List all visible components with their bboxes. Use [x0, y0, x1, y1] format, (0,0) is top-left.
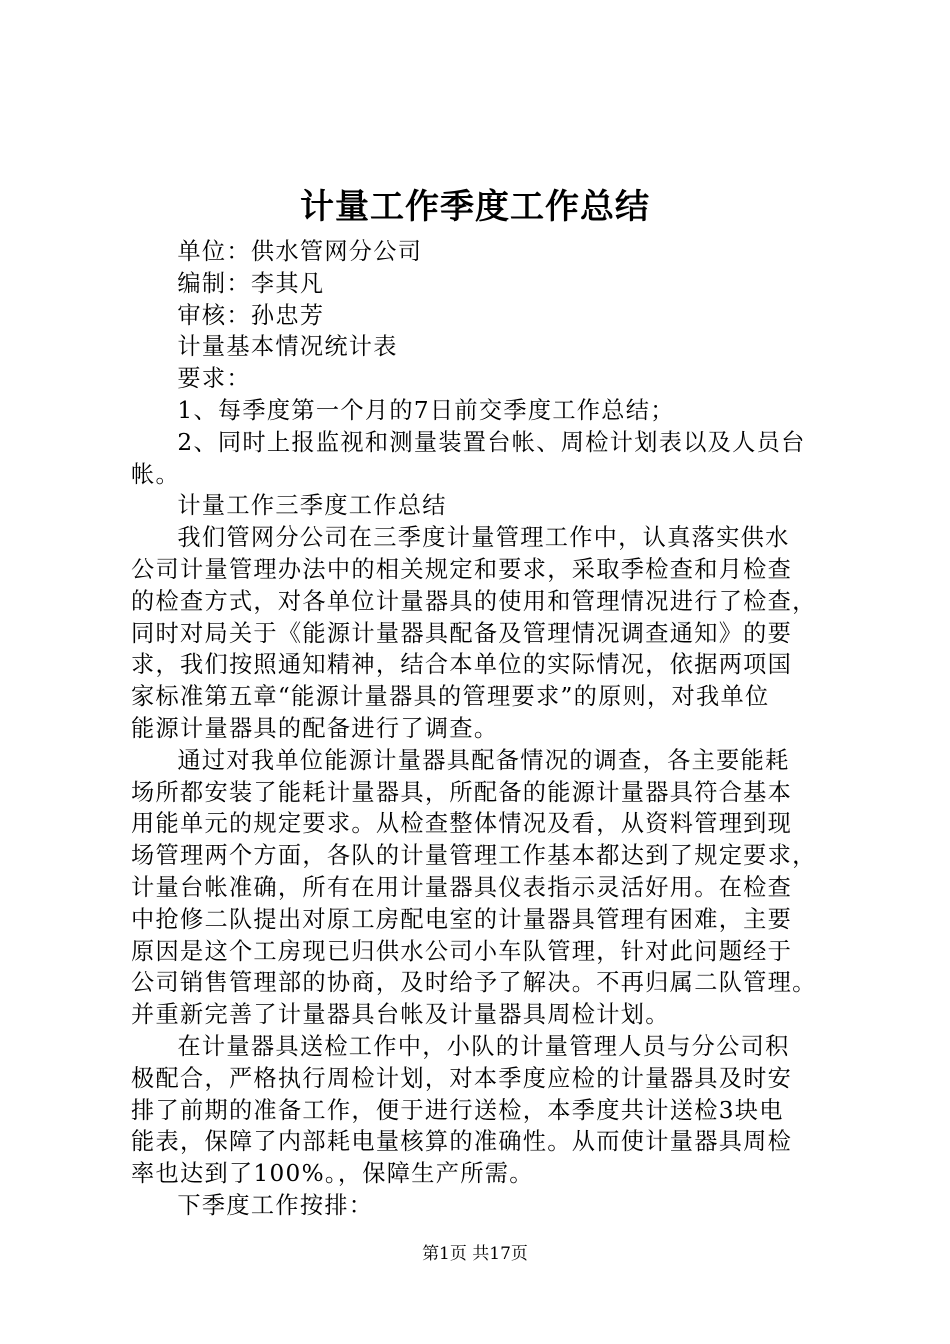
paragraph-2-line: 用能单元的规定要求。从检查整体情况及看，从资料管理到现: [131, 810, 793, 838]
requirement-2-line-2: 帐。: [131, 460, 180, 488]
paragraph-2-line: 计量台帐准确，所有在用计量器具仪表指示灵活好用。在检查: [131, 873, 793, 901]
paragraph-1-line: 我们管网分公司在三季度计量管理工作中，认真落实供水: [177, 524, 790, 552]
paragraph-1-line: 家标准第五章“能源计量器具的管理要求”的原则，对我单位: [131, 683, 770, 711]
paragraph-3-line: 在计量器具送检工作中，小队的计量管理人员与分公司积: [177, 1032, 790, 1060]
requirement-1: 1、每季度第一个月的7日前交季度工作总结；: [177, 396, 675, 424]
section-title: 计量工作三季度工作总结: [177, 492, 447, 520]
paragraph-1-line: 同时对局关于《能源计量器具配备及管理情况调查通知》的要: [131, 619, 793, 647]
paragraph-1-line: 求，我们按照通知精神，结合本单位的实际情况，依据两项国: [131, 651, 793, 679]
editor-line: 编制：李其凡: [177, 269, 325, 297]
reviewer-line: 审核：孙忠芳: [177, 301, 325, 329]
document-title: 计量工作季度工作总结: [300, 187, 650, 227]
paragraph-3-line: 率也达到了100%。，保障生产所需。: [131, 1160, 534, 1188]
paragraph-2-line: 通过对我单位能源计量器具配备情况的调查，各主要能耗: [177, 746, 790, 774]
unit-line: 单位：供水管网分公司: [177, 238, 423, 265]
paragraph-2-line: 并重新完善了计量器具台帐及计量器具周检计划。: [131, 1001, 670, 1029]
paragraph-3-line: 极配合，严格执行周检计划，对本季度应检的计量器具及时安: [131, 1064, 793, 1092]
requirement-2-line-1: 2、同时上报监视和测量装置台帐、周检计划表以及人员台: [177, 428, 806, 456]
document-body: [131, 236, 831, 1222]
paragraph-2-line: 场所都安装了能耗计量器具，所配备的能源计量器具符合基本: [131, 778, 793, 806]
paragraph-2-line: 原因是这个工房现已归供水公司小车队管理，针对此问题经于: [131, 937, 793, 965]
paragraph-1-line: 的检查方式，对各单位计量器具的使用和管理情况进行了检查，: [131, 587, 817, 615]
paragraph-2-line: 中抢修二队提出对原工房配电室的计量器具管理有困难，主要: [131, 905, 793, 933]
page-footer: 第1页 共17页: [422, 1244, 528, 1264]
paragraph-2-line: 公司销售管理部的协商，及时给予了解决。不再归属二队管理。: [131, 969, 817, 997]
requirements-heading: 要求：: [177, 365, 251, 393]
paragraph-3-line: 能表，保障了内部耗电量核算的准确性。从而使计量器具周检: [131, 1128, 793, 1156]
paragraph-1-line: 能源计量器具的配备进行了调查。: [131, 714, 499, 742]
paragraph-3-line: 排了前期的准备工作，便于进行送检，本季度共计送检3块电: [131, 1096, 784, 1124]
paragraph-1-line: 公司计量管理办法中的相关规定和要求，采取季检查和月检查: [131, 555, 793, 583]
next-quarter-plan-heading: 下季度工作按排：: [177, 1191, 374, 1219]
paragraph-2-line: 场管理两个方面，各队的计量管理工作基本都达到了规定要求，: [131, 842, 817, 870]
stats-table-line: 计量基本情况统计表: [177, 333, 398, 361]
